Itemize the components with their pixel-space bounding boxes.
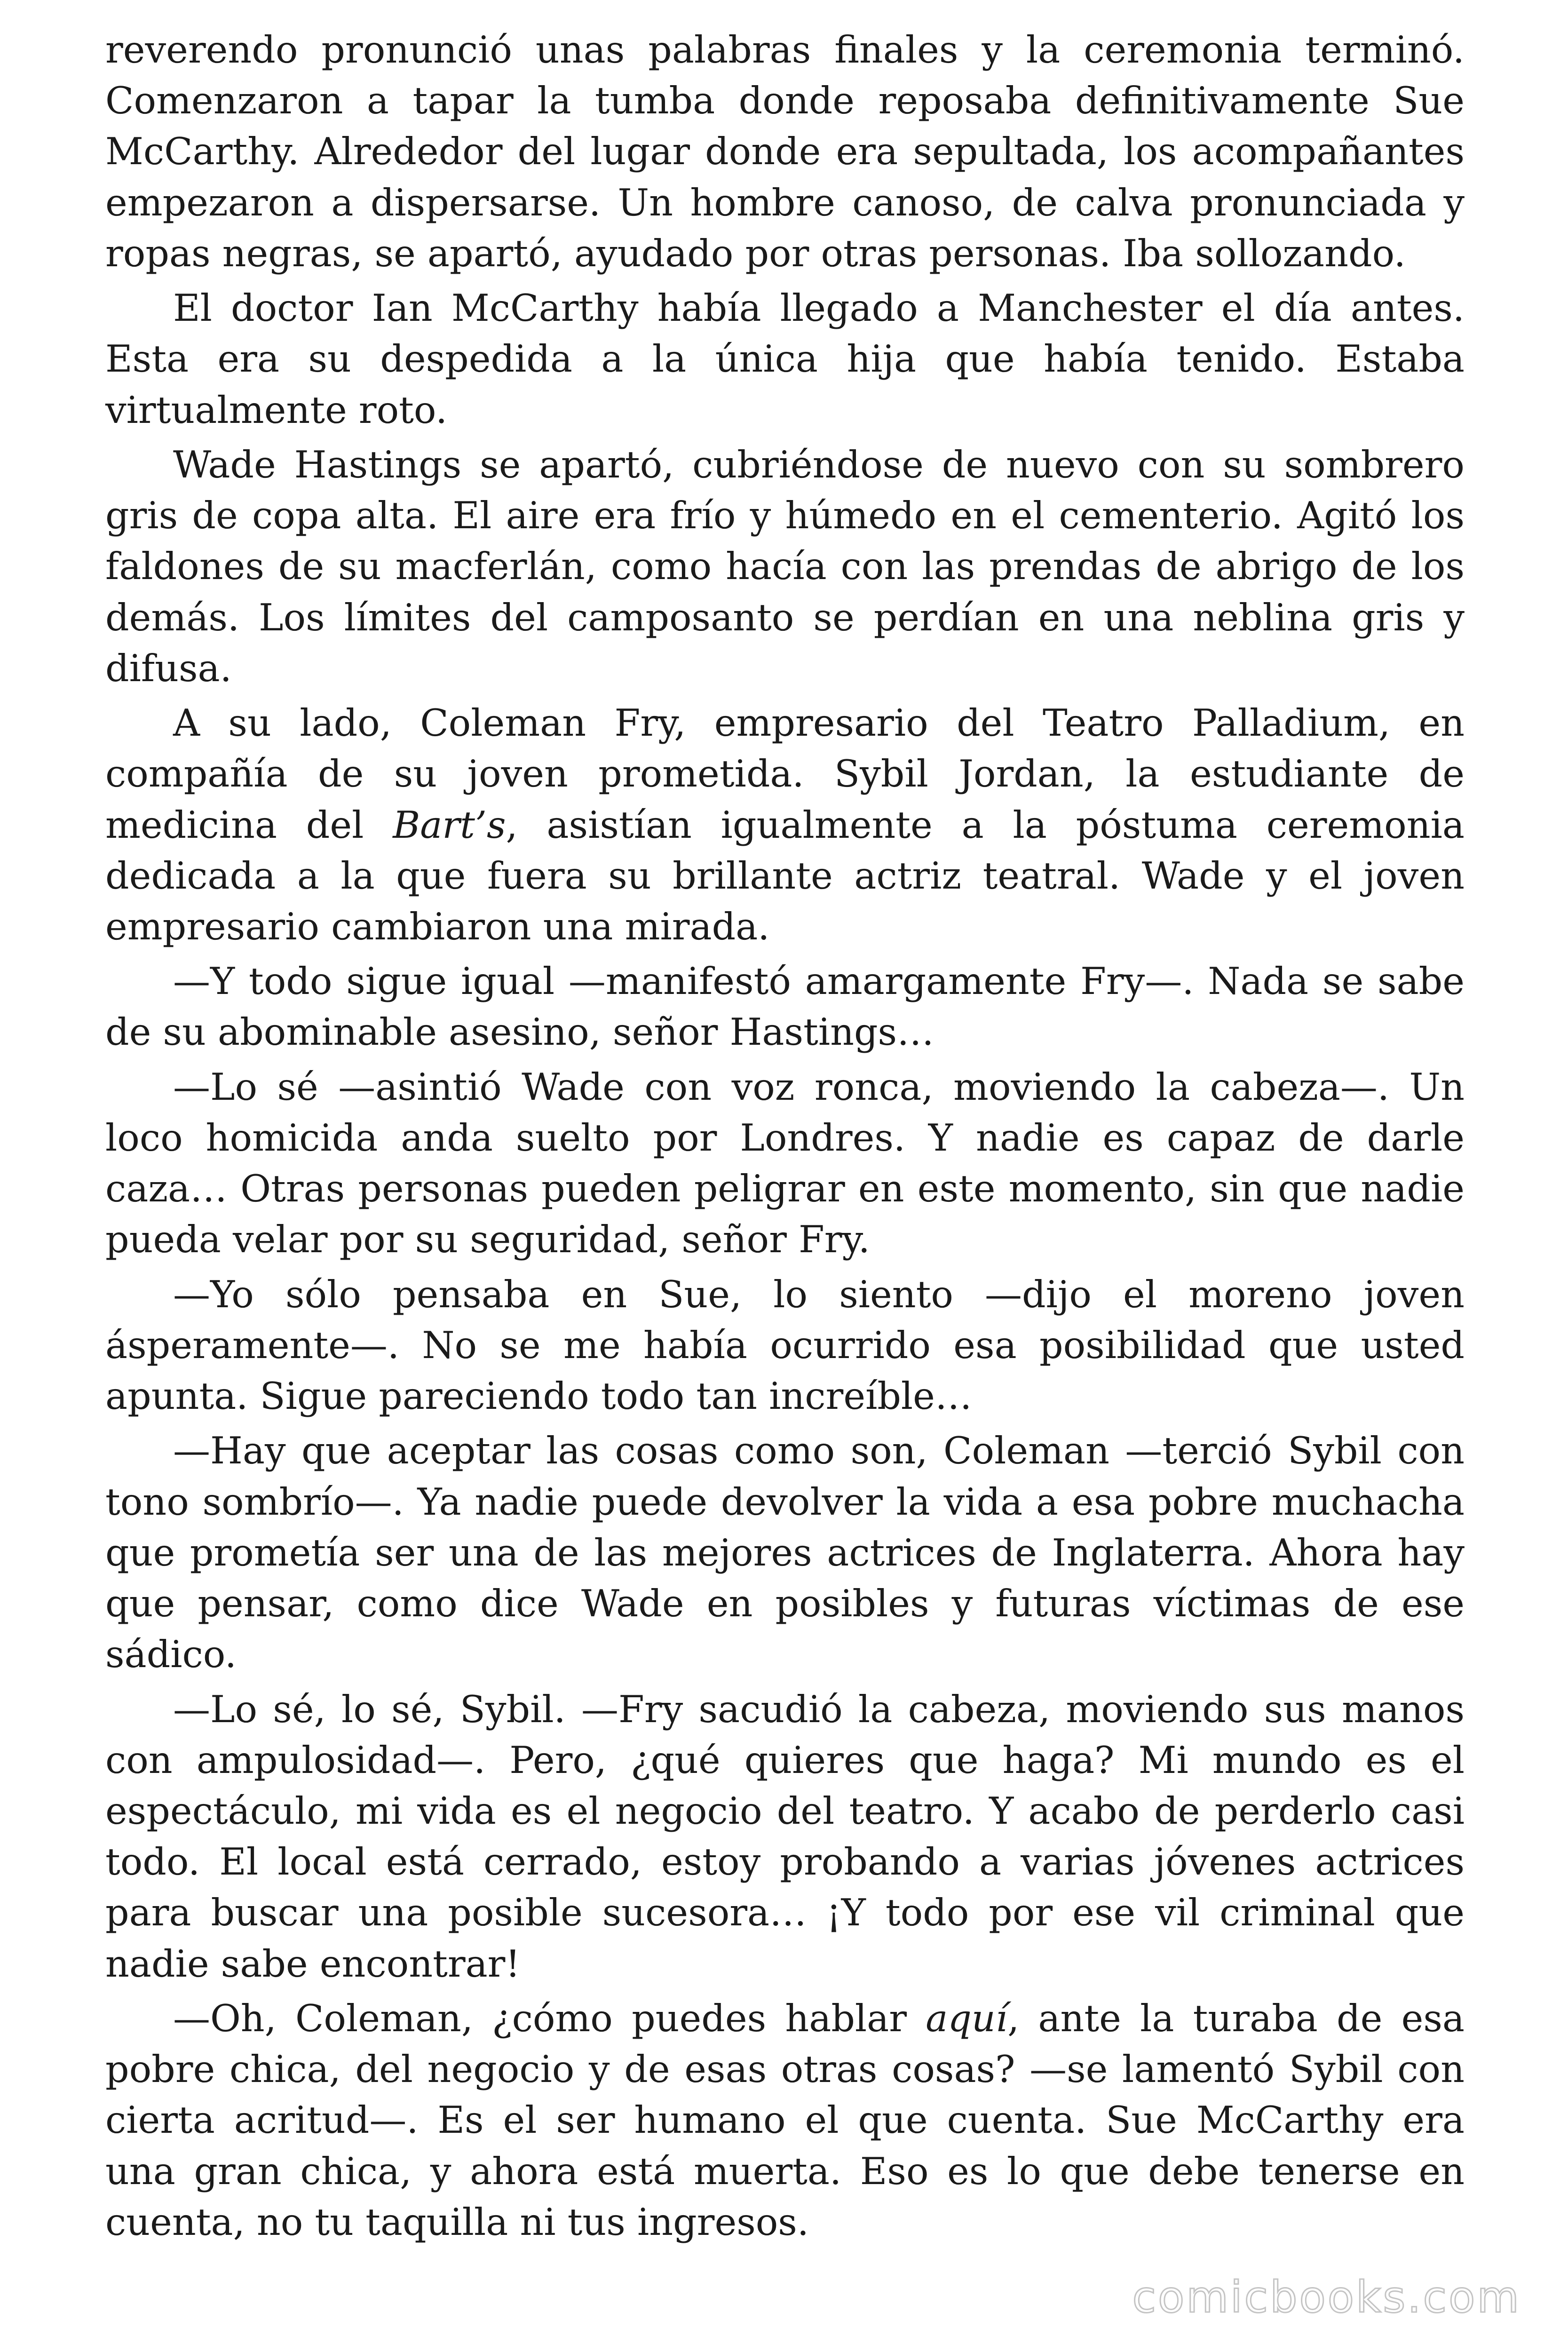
paragraph (105, 439, 1465, 694)
paragraph-text: , asistían igualmente a la póstuma ceremonia dedicada a la que fuera su brillante actriz teatral. Wade y el joven empresario cambiaron una mirada. (105, 803, 1465, 948)
paragraph (105, 1269, 1465, 1422)
paragraph (105, 24, 1465, 279)
watermark: comicbooks.com (1132, 2272, 1521, 2322)
paragraph-text: El doctor Ian McCarthy había llegado a Manchester el día antes. Esta era su despedida a la única hija que había tenido. Estaba virtualmente roto. (105, 286, 1465, 432)
paragraph-text: —Lo sé —asintió Wade con voz ronca, moviendo la cabeza—. Un loco homicida anda suelto por Londres. Y nadie es capaz de darle caza… Otras personas pueden peligrar en este momento, sin que nadie pueda velar por su seguridad, señor Fry. (105, 1065, 1465, 1262)
paragraph-text: —Y todo sigue igual —manifestó amargamente Fry—. Nada se sabe de su abominable asesino, señor Hastings… (105, 960, 1465, 1054)
paragraph-text: —Yo sólo pensaba en Sue, lo siento —dijo el moreno joven ásperamente—. No se me había ocurrido esa posibilidad que usted apunta. Sigue pareciendo todo tan increíble… (105, 1272, 1465, 1418)
paragraph (105, 1425, 1465, 1680)
paragraph-text: , ante la turaba de esa pobre chica, del negocio y de esas otras cosas? —se lamentó Sybil con cierta acritud—. Es el ser humano el que cuenta. Sue McCarthy era una gran chica, y ahora está muerta. Eso es lo que debe tenerse en cuenta, no tu taquilla ni tus ingresos. (105, 1996, 1465, 2244)
paragraph (105, 1062, 1465, 1265)
paragraph (105, 956, 1465, 1057)
paragraph (105, 698, 1465, 952)
paragraph (105, 1684, 1465, 1989)
italic-text: Bart’s (393, 803, 506, 847)
paragraph-text: —Hay que aceptar las cosas como son, Coleman —terció Sybil con tono sombrío—. Ya nadie puede devolver la vida a esa pobre muchacha que prometía ser una de las mejores actrices de Inglaterra. Ahora hay que pensar, como dice Wade en posibles y futuras víctimas de ese sádico. (105, 1429, 1465, 1677)
paragraph-text: reverendo pronunció unas palabras finales y la ceremonia terminó. Comenzaron a tapar la tumba donde reposaba definitivamente Sue McCarthy. Alrededor del lugar donde era sepultada, los acompañantes empezaron a dispersarse. Un hombre canoso, de calva pronunciada y ropas negras, se apartó, ayudado por otras personas. Iba sollozando. (105, 28, 1465, 275)
paragraph-text: —Oh, Coleman, ¿cómo puedes hablar (173, 1996, 926, 2040)
paragraph (105, 283, 1465, 436)
paragraph-text: Wade Hastings se apartó, cubriéndose de nuevo con su sombrero gris de copa alta. El aire era frío y húmedo en el cementerio. Agitó los faldones de su macferlán, como hacía con las prendas de abrigo de los demás. Los límites del camposanto se perdían en una neblina gris y difusa. (105, 443, 1465, 690)
italic-text: aquí (926, 1996, 1008, 2040)
paragraph (105, 1993, 1465, 2248)
paragraph-text: —Lo sé, lo sé, Sybil. —Fry sacudió la cabeza, moviendo sus manos con ampulosidad—. Pero, ¿qué quieres que haga? Mi mundo es el espectáculo, mi vida es el negocio del teatro. Y acabo de perderlo casi todo. El local está cerrado, estoy probando a varias jóvenes actrices para buscar una posible sucesora… ¡Y todo por ese vil criminal que nadie sabe encontrar! (105, 1687, 1465, 1986)
paragraph-text: A su lado, Coleman Fry, empresario del Teatro Palladium, en compañía de su joven prometida. Sybil Jordan, la estudiante de medicina del (105, 701, 1465, 847)
page-text (105, 24, 1465, 2251)
